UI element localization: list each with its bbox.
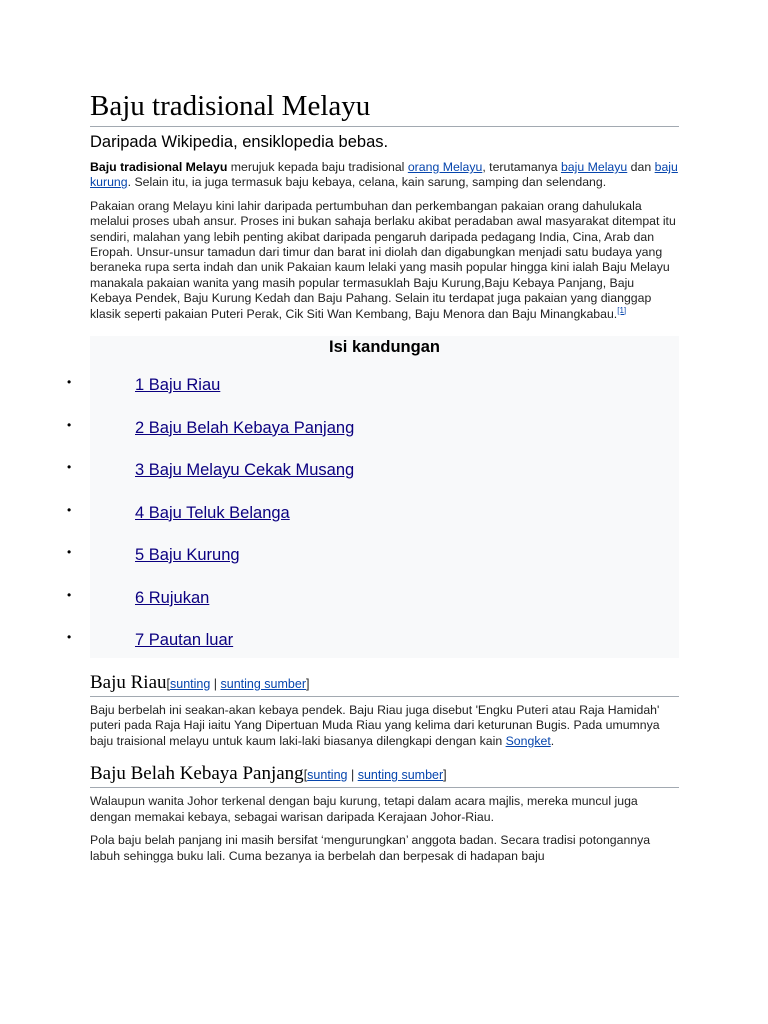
bullet-icon: • xyxy=(67,630,72,645)
section-paragraph: Walaupun wanita Johor terkenal dengan baju kurung, tetapi dalam acara majlis, mereka muncul juga dengan memakai kebaya, sebagai warisan daripada Kerajaan Johor-Riau. xyxy=(90,794,638,824)
toc-list xyxy=(67,364,679,662)
toc-link-baju-melayu-cekak-musang[interactable]: 3 Baju Melayu Cekak Musang xyxy=(135,461,355,480)
toc-link-baju-teluk-belanga[interactable]: 4 Baju Teluk Belanga xyxy=(135,503,290,522)
section-heading-baju-belah-kebaya-panjang xyxy=(90,763,679,788)
intro-text-2: , terutamanya xyxy=(482,160,561,174)
section-heading-baju-riau xyxy=(90,672,679,697)
toc-item xyxy=(67,364,679,407)
edit-link[interactable]: sunting xyxy=(170,677,211,692)
section-text: Baju berbelah ini seakan-akan kebaya pendek. Baju Riau juga disebut 'Engku Puteri atau Raja Hamidah' puteri pada Raja Haji iaitu Yang Dipertuan Muda Riau yang kelima dari keturunan Bugis. Pada umumnya baju traisional melayu untuk kaum laki-laki biasanya dilengkapi dengan kain xyxy=(90,703,660,748)
bullet-icon: • xyxy=(67,417,72,432)
edit-source-link[interactable]: sunting sumber xyxy=(220,677,306,692)
intro-paragraph xyxy=(90,160,679,191)
bracket-close: ] xyxy=(443,768,447,783)
section-text-end: . xyxy=(550,733,555,748)
bullet-icon: • xyxy=(67,587,72,602)
toc-link-baju-riau[interactable]: 1 Baju Riau xyxy=(135,376,221,395)
intro-bold-term: Baju tradisional Melayu xyxy=(90,160,228,174)
toc-link-baju-kurung[interactable]: 5 Baju Kurung xyxy=(135,546,240,565)
toc-item xyxy=(67,619,679,662)
table-of-contents xyxy=(67,336,679,658)
toc-item xyxy=(67,492,679,535)
intro-text-1: merujuk kepada baju tradisional xyxy=(227,160,408,174)
link-songket[interactable]: Songket xyxy=(505,733,551,748)
history-paragraph xyxy=(90,199,679,322)
edit-source-link[interactable]: sunting sumber xyxy=(357,768,444,783)
bracket-open: [ xyxy=(166,677,171,692)
link-orang-melayu[interactable]: orang Melayu xyxy=(407,160,483,174)
section-paragraph: Pola baju belah panjang ini masih bersifat ‘mengurungkan’ anggota badan. Secara tradisi potongannya labuh sehingga buku lali. Cuma bezanya ia berbelah dan berpesak di hadapan baju xyxy=(90,833,651,863)
toc-item xyxy=(67,577,679,620)
toc-item xyxy=(67,449,679,492)
section-title: Baju Belah Kebaya Panjang xyxy=(90,763,304,785)
article-page xyxy=(67,88,679,872)
section-paragraph xyxy=(90,703,679,749)
site-tagline: Daripada Wikipedia, ensiklopedia bebas. xyxy=(90,133,389,151)
bullet-icon: • xyxy=(67,375,72,390)
bracket-open: [ xyxy=(303,768,308,783)
edit-separator: | xyxy=(347,768,358,783)
bracket-close: ] xyxy=(306,677,310,692)
page-title: Baju tradisional Melayu xyxy=(90,88,679,127)
edit-separator: | xyxy=(210,677,221,692)
section-title: Baju Riau xyxy=(90,672,167,694)
toc-link-rujukan[interactable]: 6 Rujukan xyxy=(135,588,210,607)
toc-item xyxy=(67,407,679,450)
link-baju-melayu[interactable]: baju Melayu xyxy=(560,160,628,174)
edit-link[interactable]: sunting xyxy=(307,768,348,783)
bullet-icon: • xyxy=(67,545,72,560)
toc-link-pautan-luar[interactable]: 7 Pautan luar xyxy=(135,631,234,650)
intro-text-4: . Selain itu, ia juga termasuk baju kebaya, celana, kain sarung, samping dan selendang. xyxy=(127,175,607,190)
bullet-icon: • xyxy=(67,502,72,517)
toc-title: Isi kandungan xyxy=(329,338,440,357)
toc-item xyxy=(67,534,679,577)
link-baju-kurung[interactable]: baju kurung xyxy=(90,160,678,190)
bullet-icon: • xyxy=(67,460,72,475)
toc-link-baju-belah-kebaya-panjang[interactable]: 2 Baju Belah Kebaya Panjang xyxy=(135,418,355,437)
intro-text-3: dan xyxy=(627,160,655,174)
history-text: Pakaian orang Melayu kini lahir daripada pertumbuhan dan perkembangan pakaian orang dahulukala melalui proses ubah ansur. Proses ini bukan sahaja berlaku akibat peradaban awal masyarakat ditempat itu sendiri, malahan yang lebih penting akibat daripada pengaruh daripada pedagang India, Cina, Arab dan Eropah. Unsur-unsur tamadun dari timur dan barat ini diolah dan digabungkan menjadi satu budaya yang beraneka rupa serta indah dan unik Pakaian kaum lelaki yang masih popular hingga kini ialah Baju Melayu manakala pakaian wanita yang masih popular termasuklah Baju Kurung,Baju Kebaya Panjang, Baju Kebaya Pendek, Baju Kurung Kedah dan Baju Pahang. Selain itu terdapat juga pakaian yang dianggap klasik seperti pakaian Puteri Perak, Cik Siti Wan Kembang, Baju Menora dan Baju Minangkabau. xyxy=(90,198,676,321)
edit-links xyxy=(304,768,447,782)
edit-links xyxy=(167,677,310,691)
reference-link-1[interactable]: [1] xyxy=(617,305,627,315)
